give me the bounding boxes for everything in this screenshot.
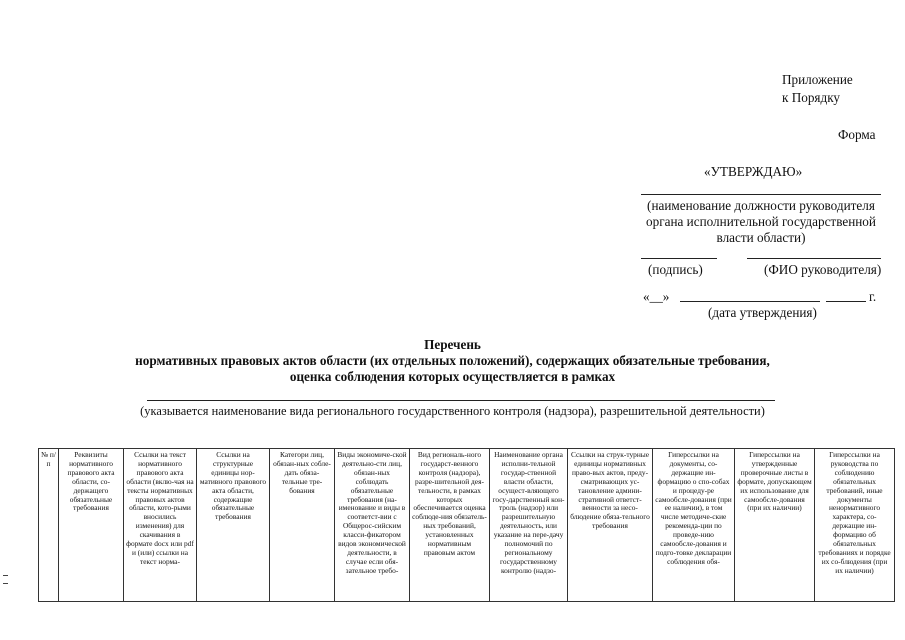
date-caption: (дата утверждения) xyxy=(708,305,817,320)
column-header: № п/п xyxy=(39,449,59,602)
doc-title: Перечень xyxy=(424,337,481,352)
doc-subtitle-2: оценка соблюдения которых осуществляется в рамках xyxy=(289,369,616,384)
annex-label: Приложение xyxy=(782,72,853,87)
column-header: Ссылки на текст нормативного правового акта области (вклю-чая на тексты нормативных правовых актов области, кото-рыми вносились изменения) для скачивания в формате docx или pdf и (или) ссылки на текст норма- xyxy=(124,449,197,602)
column-header: Ссылки на структурные единицы нор-мативного правового акта области, содержащие обязательные требования xyxy=(197,449,270,602)
table-header-row xyxy=(39,449,895,602)
control-type-caption: (указывается наименование вида регионального государственного контроля (надзора), разрешительной деятельности) xyxy=(140,404,765,418)
date-year-line xyxy=(826,301,866,302)
column-header: Реквизиты нормативного правового акта области, со-держащего обязательные требования xyxy=(59,449,124,602)
date-month-line xyxy=(680,301,820,302)
column-header: Гиперссылки на руководства по соблюдению обязательных требований, иные документы ненормативного характера, со-держащие ин-формацию об обязательных требованиях и порядке их со-блюдения (при их наличии) xyxy=(815,449,895,602)
head-position-line xyxy=(641,194,881,195)
fio-line xyxy=(747,258,881,259)
date-day-field: «__» xyxy=(643,289,670,304)
column-header: Виды экономиче-ской деятельно-сти лиц, обязан-ных соблюдать обязательные требования (на-именование и виды в соответст-вии с Общерос-сийским класси-фикатором видов экономической деятельности, в случае если обя-зательное требо- xyxy=(335,449,410,602)
column-header: Гиперссылки на утвержденные проверочные листы в формате, допускающем их использование для самообсле-дования (при их наличии) xyxy=(735,449,815,602)
signature-caption: (подпись) xyxy=(648,262,703,277)
year-suffix: г. xyxy=(869,289,877,304)
annex-reference: к Порядку xyxy=(782,90,841,105)
head-position-caption-1: (наименование должности руководителя xyxy=(647,198,875,213)
head-position-caption-2: органа исполнительной государственной xyxy=(646,214,876,229)
fio-caption: (ФИО руководителя) xyxy=(764,262,882,277)
margin-mark xyxy=(3,583,8,584)
column-header: Гиперссылки на документы, со-держащие ин-формацию о спо-собах и процеду-ре самообсле-дования (при ее наличии), в том числе методиче-ские рекоменда-ции по проведе-нию самообсле-дования и подго-товке декларации соблюдения обя- xyxy=(653,449,735,602)
column-header: Наименование органа исполни-тельной государ-ственной власти области, осущест-вляющего госу-дарственный кон-троль (надзор) или разрешительную деятельность, или указание на пере-дачу полномочий по региональному государственному контролю (надзо- xyxy=(490,449,568,602)
signature-line xyxy=(641,258,717,259)
column-header: Ссылки на струк-турные единицы нормативных право-вых актов, преду-сматривающих ус-тановление админи-стративной ответст-венности за несо-блюдение обяза-тельного требования xyxy=(568,449,653,602)
approve-heading: «УТВЕРЖДАЮ» xyxy=(704,164,803,179)
head-position-caption-3: власти области) xyxy=(716,230,806,245)
doc-subtitle-1: нормативных правовых актов области (их отдельных положений), содержащих обязательные требования, xyxy=(135,353,770,368)
form-label: Форма xyxy=(838,127,876,142)
margin-mark xyxy=(3,575,8,576)
column-header: Вид региональ-ного государст-венного контроля (надзора), разре-шительной дея-тельности, в рамках которых обеспечивается оценка соблюде-ния обязатель-ных требований, установленных нормативным правовым актом xyxy=(410,449,490,602)
control-type-line xyxy=(147,400,775,401)
requirements-table xyxy=(38,448,895,602)
column-header: Категори лиц, обязан-ных собле-дать обяза-тельные тре-бования xyxy=(270,449,335,602)
